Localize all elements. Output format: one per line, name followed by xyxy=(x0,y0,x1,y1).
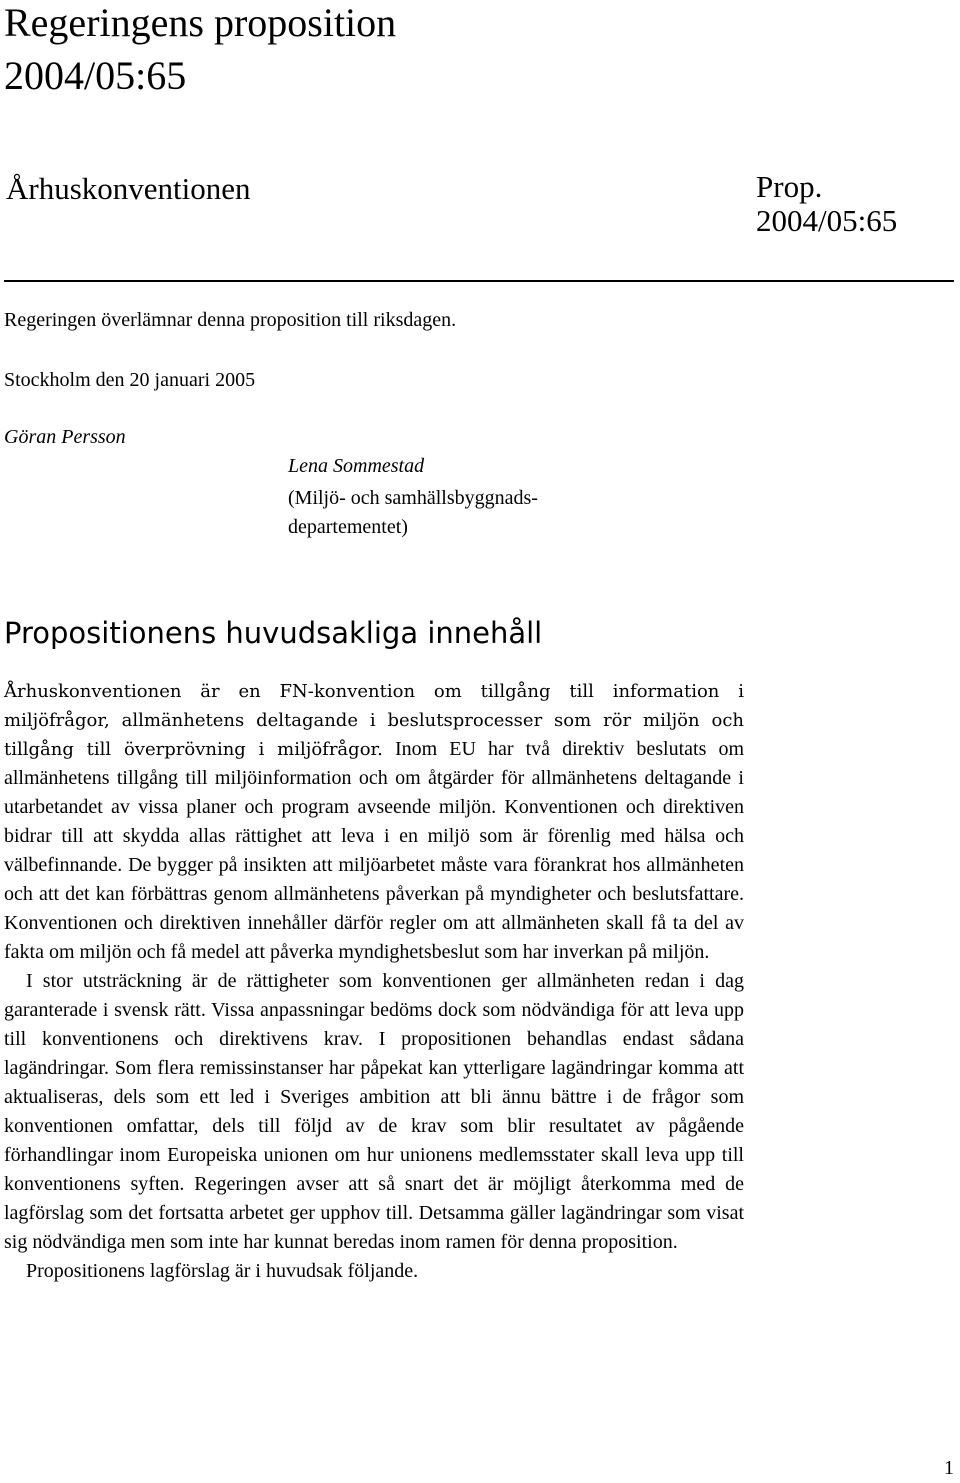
paragraph-1-lead: Århuskonventionen är en FN-konvention om tillgång till information i miljöfrågor, allmänhetens deltagande i beslutsprocesser som rör miljön och tillgång till överprövning i miljöfrågor. xyxy=(4,681,744,760)
page-number: 1 xyxy=(944,1457,954,1479)
paragraph-3: Propositionens lagförslag är i huvudsak följande. xyxy=(26,1260,419,1282)
department-line-2: departementet) xyxy=(288,516,408,538)
signature-prime-minister: Göran Persson xyxy=(4,426,126,448)
paragraph-2: I stor utsträckning är de rättigheter som konventionen ger allmänheten redan i dag garanterade i svensk rätt. Vissa anpassningar bedöms dock som nödvändiga för att leva upp till konventionens och direktivens krav. I propositionen behandlas endast sådana lagändringar. Som flera remissinstanser har påpekat kan ytterligare lagändringar komma att aktualiseras, dels som ett led i Sveriges ambition att bli ännu bättre i de frågor som konventionen omfattar, dels till följd av de krav som blir resultatet av pågående förhandlingar inom Europeiska unionen om hur unionens medlemsstater skall leva upp till konventionens syften. Regeringen avser att så snart det är möjligt återkomma med de lagförslag som det fortsatta arbetet ger upphov till. Detsamma gäller lagändringar som visat sig nödvändiga men som inte har kunnat beredas inom ramen för denna proposition. xyxy=(4,970,744,1253)
prop-number: 2004/05:65 xyxy=(756,203,898,238)
document-title-line-2: 2004/05:65 xyxy=(4,53,187,98)
submission-statement: Regeringen överlämnar denna proposition till riksdagen. xyxy=(4,309,457,331)
body-text xyxy=(4,677,744,1286)
paragraph-1 xyxy=(4,677,744,967)
prop-label: Prop. xyxy=(756,169,823,204)
date-line: Stockholm den 20 januari 2005 xyxy=(4,369,256,391)
section-heading: Propositionens huvudsakliga innehåll xyxy=(4,616,543,650)
horizontal-rule xyxy=(4,280,954,282)
department-line-1: (Miljö- och samhällsbyggnads- xyxy=(288,487,538,509)
document-title-line-1: Regeringens proposition xyxy=(4,0,397,45)
signature-minister: Lena Sommestad xyxy=(288,455,425,477)
document-subject: Århuskonventionen xyxy=(6,171,251,206)
paragraph-1-rest: Inom EU har två direktiv beslutats om allmänhetens tillgång till miljöinformation och om åtgärder för allmänhetens deltagande i utarbetandet av vissa planer och program avseende miljön. Konventionen och direktiven bidrar till att skydda allas rättighet att leva i en miljö som är förenlig med hälsa och välbefinnande. De bygger på insikten att miljöarbetet måste vara förankrat hos allmänheten och att det kan förbättras genom allmänhetens påverkan på myndigheter och beslutsfattare. Konventionen och direktiven innehåller därför regler om att allmänheten skall få ta del av fakta om miljön och få medel att påverka myndighetsbeslut som har inverkan på miljön. xyxy=(4,738,744,963)
